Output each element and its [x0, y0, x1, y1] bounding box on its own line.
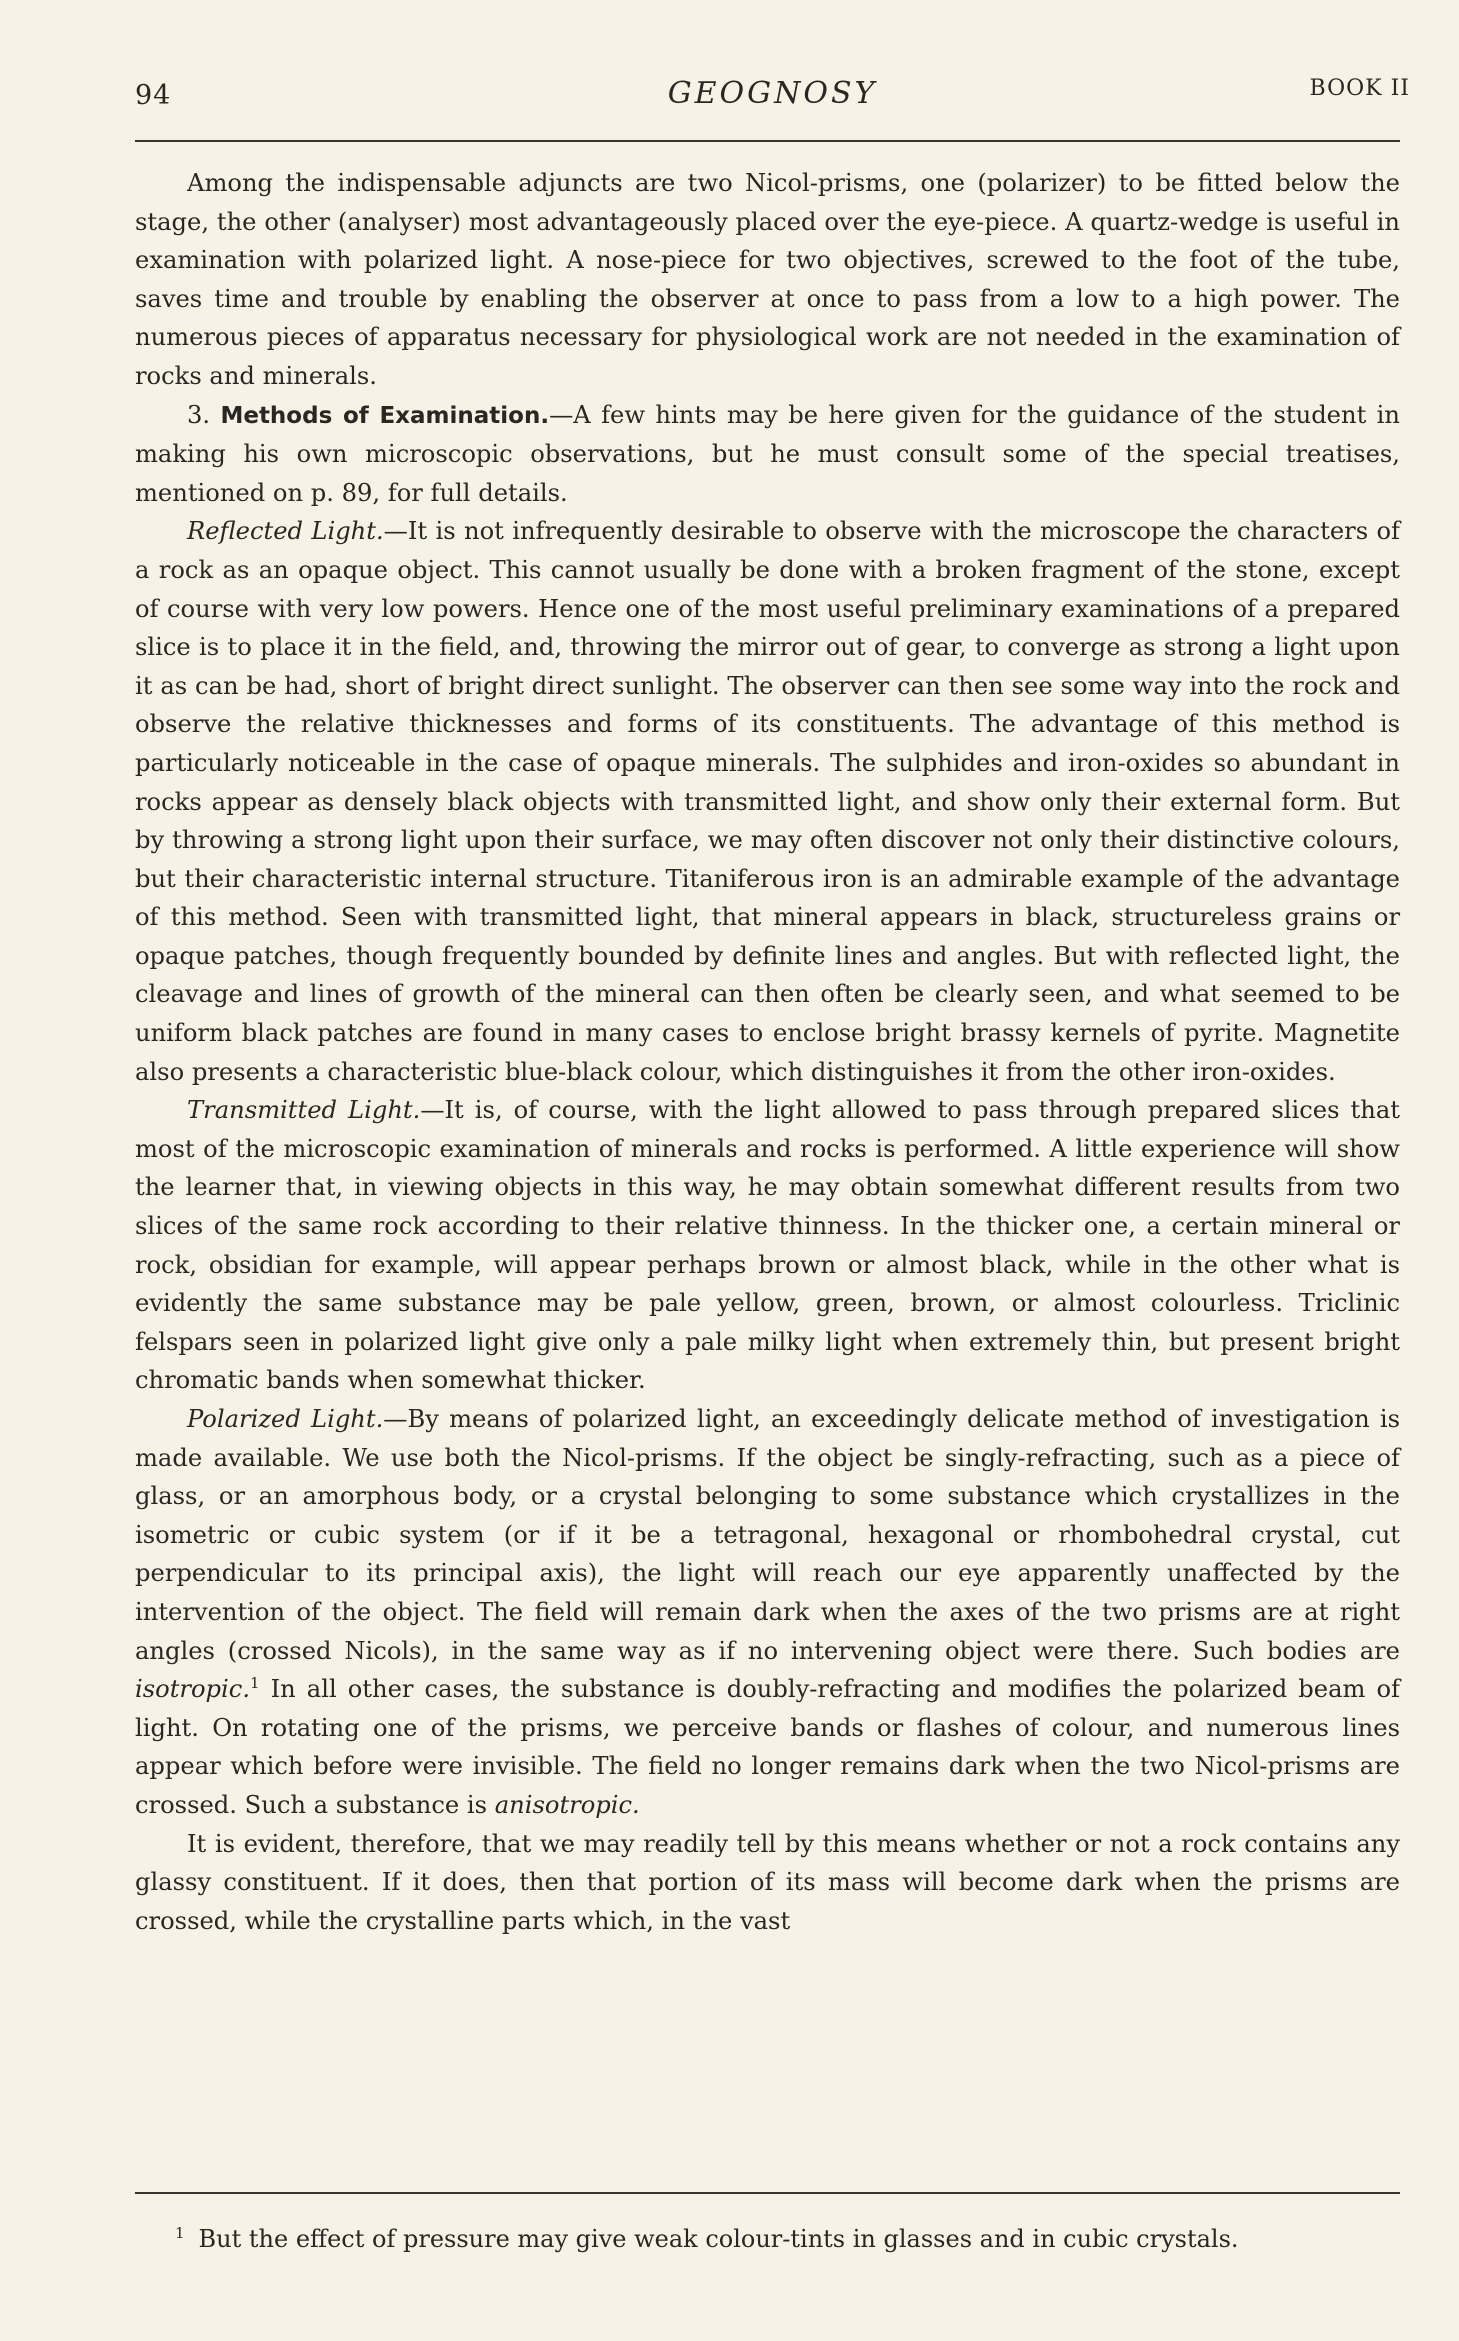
footnote-text: But the effect of pressure may give weak colour-tints in glasses and in cubic crystals. [198, 2225, 1239, 2253]
paragraph-adjuncts-text: Among the indispensable adjuncts are two Nicol-prisms, one (polarizer) to be fitted below the stage, the other (analyser) most advantageously placed over the eye-piece. A quartz-wedge is useful in examination with polarized light. A nose-piece for two objectives, screwed to the foot of the tube, saves time and trouble by enabling the observer at once to pass from a low to a high power. The numerous pieces of apparatus necessary for physiological work are not needed in the examination of rocks and minerals. [135, 169, 1400, 390]
term-anisotropic: anisotropic. [494, 1790, 640, 1819]
paragraph-adjuncts [135, 164, 1400, 396]
paragraph-methods-text: —A few hints may be here given for the guidance of the student in making his own microscopic observations, but he must consult some of the special treatises, mentioned on p. 89, for full details. [135, 400, 1400, 507]
paragraph-methods [135, 396, 1400, 513]
footnote-rule [135, 2192, 1400, 2194]
paragraph-transmitted-text: —It is, of course, with the light allowed to pass through prepared slices that most of the microscopic examination of minerals and rocks is performed. A little experience will show the learner that, in viewing objects in this way, he may obtain somewhat different results from two slices of the same rock according to their relative thinness. In the thicker one, a certain mineral or rock, obsidian for example, will appear perhaps brown or almost black, while in the other what is evidently the same substance may be pale yellow, green, brown, or almost colourless. Triclinic felspars seen in polarized light give only a pale milky light when extremely thin, but present bright chromatic bands when somewhat thicker. [135, 1096, 1400, 1395]
section-number: 3. [187, 400, 211, 429]
subsection-heading-reflected: Reflected Light. [187, 517, 384, 546]
subsection-heading-polarized: Polarized Light. [187, 1405, 384, 1433]
section-heading: Methods of Examination. [220, 402, 550, 429]
paragraph-reflected-text: —It is not infrequently desirable to observe with the microscope the characters of a rock as an opaque object. This cannot usually be done with a broken fragment of the stone, except of course with very low powers. Hence one of the most useful preliminary examinations of a prepared slice is to place it in the field, and, throwing the mirror out of gear, to converge as strong a light upon it as can be had, short of bright direct sunlight. The observer can then see some way into the rock and observe the relative thicknesses and forms of its constituents. The advantage of this method is particularly noticeable in the case of opaque minerals. The sulphides and iron-oxides so abundant in rocks appear as densely black objects with transmitted light, and show only their external form. But by throwing a strong light upon their surface, we may often discover not only their distinctive colours, but their characteristic internal structure. Titaniferous iron is an admirable example of the advantage of this method. Seen with transmitted light, that mineral appears in black, structureless grains or opaque patches, though frequently bounded by definite lines and angles. But with reflected light, the cleavage and lines of growth of the mineral can then often be clearly seen, and what seemed to be uniform black patches are found in many cases to enclose bright brassy kernels of pyrite. Magnetite also presents a characteristic blue-black colour, which distinguishes it from the other iron-oxides. [135, 517, 1400, 1086]
paragraph-reflected-light [135, 512, 1400, 1091]
footnote-reference[interactable]: 1 [250, 1674, 260, 1693]
footnote-marker: 1 [175, 2224, 185, 2242]
paragraph-glassy-constituent [135, 1825, 1400, 1941]
paragraph-polarized-text-b: In all other cases, the substance is doubly-refracting and modifies the polarized beam of light. On rotating one of the prisms, we perceive bands or flashes of colour, and numerous lines appear which before were invisible. The field no longer remains dark when the two Nicol-prisms are crossed. Such a substance is [135, 1675, 1400, 1819]
term-isotropic: isotropic. [135, 1675, 251, 1704]
page-number: 94 [135, 80, 172, 111]
paragraph-transmitted-light [135, 1091, 1400, 1400]
subsection-heading-transmitted: Transmitted Light. [187, 1096, 421, 1125]
paragraph-polarized-text-a: —By means of polarized light, an exceedingly delicate method of investigation is made available. We use both the Nicol-prisms. If the object be singly-refracting, such as a piece of glass, or an amorphous body, or a crystal belonging to some substance which crystallizes in the isometric or cubic system (or if it be a tetragonal, hexagonal or rhombohedral crystal, cut perpendicular to its principal axis), the light will reach our eye apparently unaffected by the intervention of the object. The field will remain dark when the axes of the two prisms are at right angles (crossed Nicols), in the same way as if no intervening object were there. Such bodies are [135, 1405, 1400, 1665]
paragraph-polarized-light [135, 1400, 1400, 1825]
footnote [175, 2216, 1400, 2256]
paragraph-glassy-text: It is evident, therefore, that we may readily tell by this means whether or not a rock contains any glassy constituent. If it does, then that portion of its mass will become dark when the prisms are crossed, while the crystalline parts which, in the vast [135, 1829, 1400, 1935]
page-header [135, 72, 1410, 122]
running-title: GEOGNOSY [667, 76, 878, 111]
book-label: BOOK II [1309, 76, 1410, 101]
header-rule [135, 140, 1400, 142]
body-text [135, 164, 1400, 1940]
